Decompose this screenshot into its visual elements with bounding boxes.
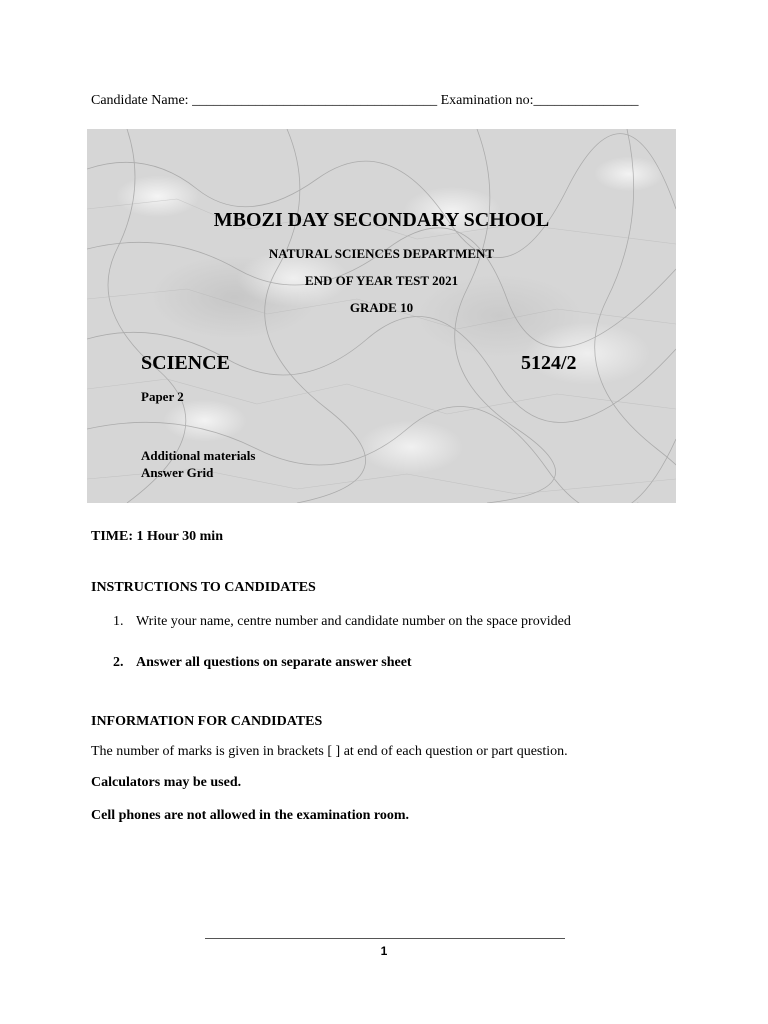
instruction-number: 1. bbox=[113, 614, 124, 629]
calculator-info: Calculators may be used. bbox=[91, 775, 242, 790]
instruction-item bbox=[113, 655, 412, 671]
school-name: MBOZI DAY SECONDARY SCHOOL bbox=[213, 209, 550, 231]
information-heading: INFORMATION FOR CANDIDATES bbox=[91, 714, 323, 729]
subject-code: 5124/2 bbox=[521, 352, 577, 374]
cover-panel bbox=[87, 129, 676, 503]
instruction-text: Write your name, centre number and candidate number on the space provided bbox=[136, 614, 571, 629]
subject-name: SCIENCE bbox=[141, 352, 230, 374]
marks-info: The number of marks is given in brackets [ ] at end of each question or part question. bbox=[91, 744, 568, 759]
marble-texture bbox=[87, 129, 676, 503]
test-title: END OF YEAR TEST 2021 bbox=[304, 273, 459, 288]
answer-grid-label: Answer Grid bbox=[141, 465, 214, 480]
paper-number: Paper 2 bbox=[141, 389, 184, 404]
examination-no-label: Examination no: bbox=[440, 93, 534, 108]
grade-label: GRADE 10 bbox=[349, 300, 414, 315]
instruction-item bbox=[113, 614, 571, 630]
candidate-name-label: Candidate Name: bbox=[91, 93, 189, 108]
instruction-text: Answer all questions on separate answer sheet bbox=[136, 655, 412, 670]
department-name: NATURAL SCIENCES DEPARTMENT bbox=[268, 246, 495, 261]
additional-materials-label: Additional materials bbox=[141, 448, 256, 463]
candidate-name-blank: ___________________________________ bbox=[192, 93, 438, 108]
instructions-heading: INSTRUCTIONS TO CANDIDATES bbox=[91, 580, 316, 595]
examination-no-blank: _______________ bbox=[533, 93, 639, 108]
phone-info: Cell phones are not allowed in the examination room. bbox=[91, 808, 409, 823]
footer-rule bbox=[205, 938, 565, 939]
instruction-number: 2. bbox=[113, 655, 124, 670]
candidate-line bbox=[91, 93, 639, 109]
page-number: 1 bbox=[380, 944, 388, 958]
time-allowed: TIME: 1 Hour 30 min bbox=[91, 529, 223, 544]
